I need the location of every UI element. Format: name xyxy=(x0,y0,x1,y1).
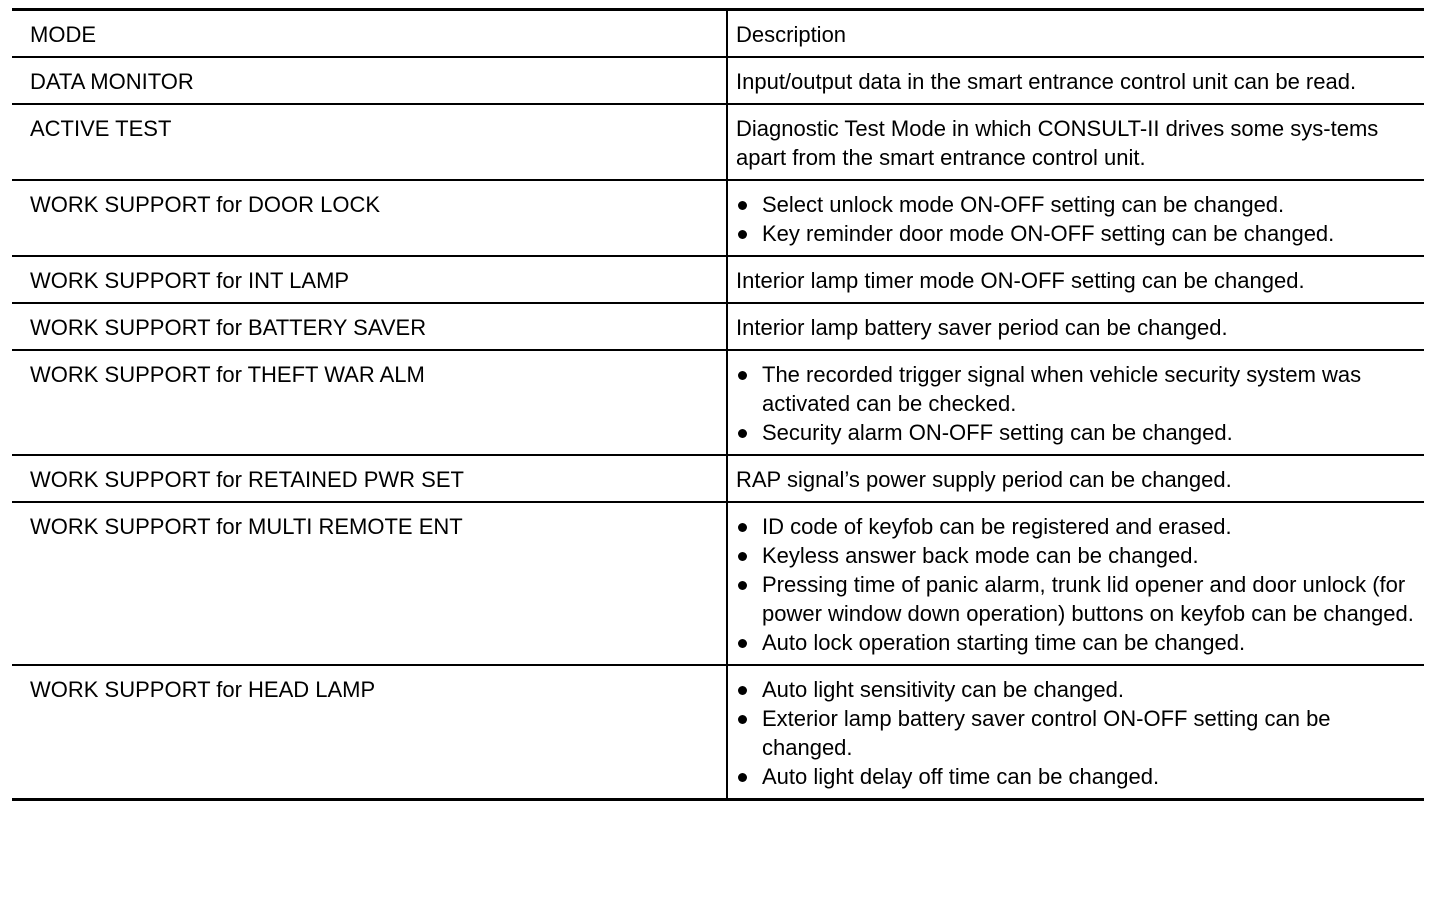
bullet-icon xyxy=(738,773,747,782)
description-cell: RAP signal’s power supply period can be changed. xyxy=(727,455,1424,502)
description-cell xyxy=(727,665,1424,800)
list-item-text: Key reminder door mode ON-OFF setting can be changed. xyxy=(762,221,1335,246)
list-item-text: Security alarm ON-OFF setting can be changed. xyxy=(762,420,1233,445)
table-row xyxy=(12,665,1424,800)
list-item xyxy=(736,762,1414,791)
list-item xyxy=(736,512,1414,541)
bullet-icon xyxy=(738,201,747,210)
bullet-list xyxy=(736,675,1414,791)
mode-cell: WORK SUPPORT for DOOR LOCK xyxy=(12,180,727,256)
bullet-list xyxy=(736,190,1414,248)
list-item-text: Keyless answer back mode can be changed. xyxy=(762,543,1199,568)
mode-cell: WORK SUPPORT for RETAINED PWR SET xyxy=(12,455,727,502)
bullet-icon xyxy=(738,230,747,239)
list-item-text: Auto light delay off time can be changed. xyxy=(762,764,1160,789)
description-cell: Input/output data in the smart entrance control unit can be read. xyxy=(727,57,1424,104)
list-item xyxy=(736,704,1414,762)
header-mode: MODE xyxy=(30,22,96,47)
description-cell xyxy=(727,502,1424,665)
list-item-text: Pressing time of panic alarm, trunk lid opener and door unlock (for power window down operation) buttons on keyfob can be changed. xyxy=(762,572,1414,626)
table-row xyxy=(12,180,1424,256)
list-item xyxy=(736,675,1414,704)
bullet-icon xyxy=(738,686,747,695)
list-item-text: Auto light sensitivity can be changed. xyxy=(762,677,1125,702)
table-row xyxy=(12,104,1424,180)
table-row xyxy=(12,303,1424,350)
table-row xyxy=(12,350,1424,455)
list-item-text: Auto lock operation starting time can be changed. xyxy=(762,630,1246,655)
list-item xyxy=(736,360,1414,418)
bullet-icon xyxy=(738,552,747,561)
list-item xyxy=(736,570,1414,628)
bullet-icon xyxy=(738,639,747,648)
mode-cell: WORK SUPPORT for HEAD LAMP xyxy=(12,665,727,800)
bullet-icon xyxy=(738,371,747,380)
mode-description-table xyxy=(12,8,1424,801)
description-cell xyxy=(727,350,1424,455)
list-item-text: Exterior lamp battery saver control ON-OFF setting can be changed. xyxy=(762,706,1331,760)
list-item-text: The recorded trigger signal when vehicle security system was activated can be checked. xyxy=(762,362,1362,416)
bullet-icon xyxy=(738,581,747,590)
mode-cell: DATA MONITOR xyxy=(12,57,727,104)
mode-cell: WORK SUPPORT for BATTERY SAVER xyxy=(12,303,727,350)
bullet-icon xyxy=(738,523,747,532)
mode-cell: WORK SUPPORT for THEFT WAR ALM xyxy=(12,350,727,455)
bullet-list xyxy=(736,512,1414,657)
list-item xyxy=(736,541,1414,570)
list-item xyxy=(736,418,1414,447)
header-description: Description xyxy=(727,10,1424,58)
description-cell: Interior lamp timer mode ON-OFF setting can be changed. xyxy=(727,256,1424,303)
mode-cell: WORK SUPPORT for INT LAMP xyxy=(12,256,727,303)
list-item xyxy=(736,628,1414,657)
bullet-icon xyxy=(738,429,747,438)
table-row xyxy=(12,57,1424,104)
list-item-text: Select unlock mode ON-OFF setting can be changed. xyxy=(762,192,1285,217)
mode-cell: ACTIVE TEST xyxy=(12,104,727,180)
bullet-list xyxy=(736,360,1414,447)
list-item xyxy=(736,190,1414,219)
list-item xyxy=(736,219,1414,248)
bullet-icon xyxy=(738,715,747,724)
table-row xyxy=(12,502,1424,665)
description-cell: Interior lamp battery saver period can be changed. xyxy=(727,303,1424,350)
list-item-text: ID code of keyfob can be registered and erased. xyxy=(762,514,1232,539)
table-row xyxy=(12,256,1424,303)
description-cell xyxy=(727,180,1424,256)
description-cell: Diagnostic Test Mode in which CONSULT-II drives some sys-tems apart from the smart entrance control unit. xyxy=(727,104,1424,180)
table-row xyxy=(12,455,1424,502)
table-header-row xyxy=(12,10,1424,58)
mode-description-table-container xyxy=(12,8,1424,801)
mode-cell: WORK SUPPORT for MULTI REMOTE ENT xyxy=(12,502,727,665)
